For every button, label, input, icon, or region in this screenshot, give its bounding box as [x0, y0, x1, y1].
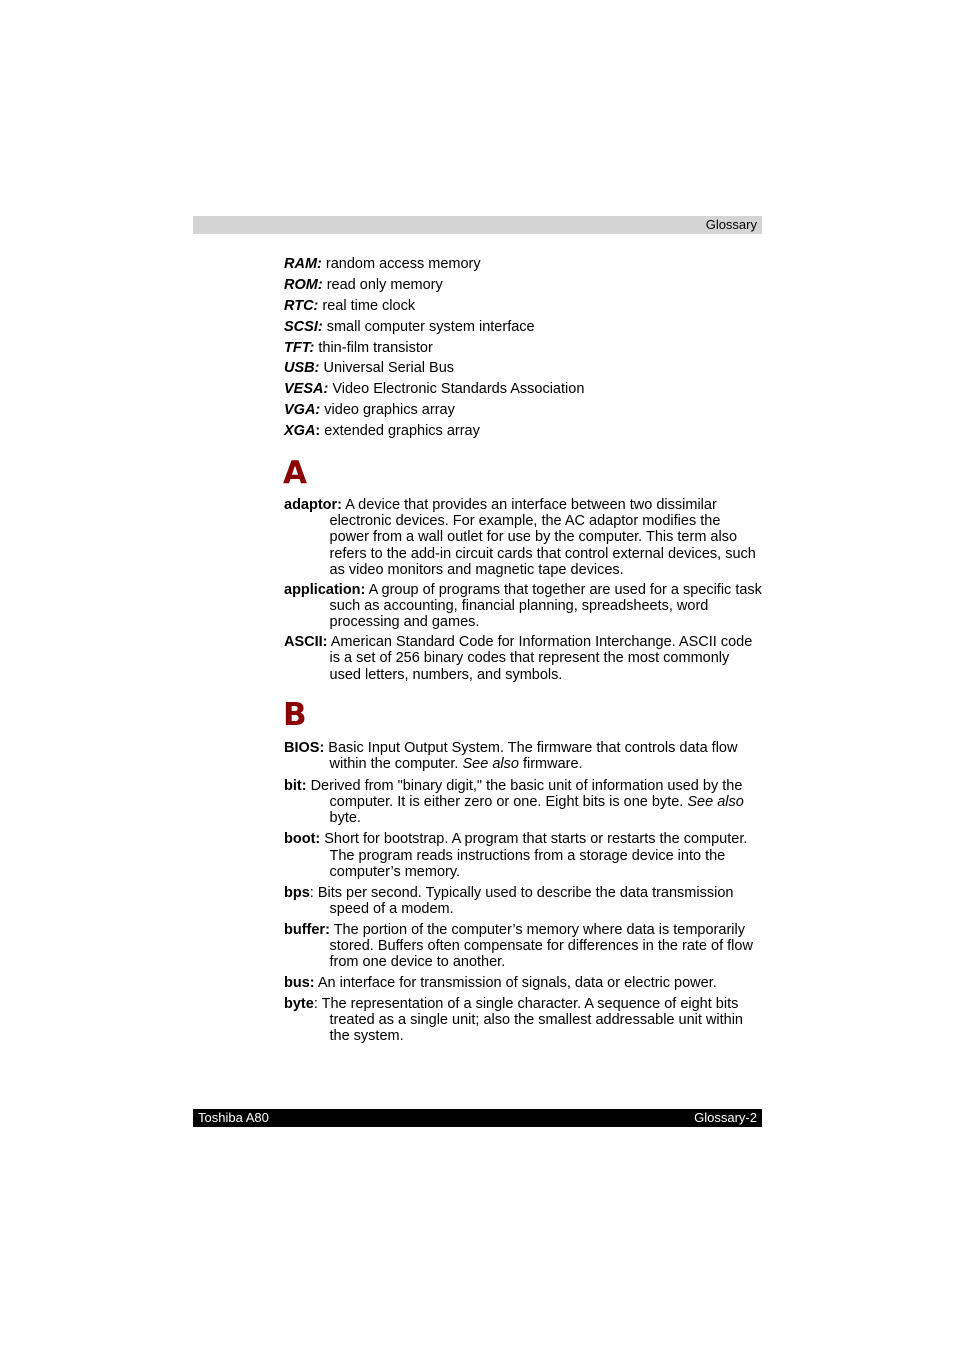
glossary-entry — [284, 497, 762, 578]
abbreviation-term: VESA: — [284, 381, 329, 398]
page-footer — [193, 1109, 762, 1127]
entry-definition: A group of programs that together are used for a specific task such as accounting, financial planning, spreadsheets, word processing and games. — [329, 581, 762, 631]
abbreviation-term-colon: : — [315, 423, 321, 440]
glossary-entry — [284, 582, 762, 631]
glossary-entry — [284, 922, 762, 971]
abbreviation-term: ROM: — [284, 276, 323, 293]
glossary-entry — [284, 778, 762, 827]
entry-definition: An interface for transmission of signals, data or electric power. — [314, 975, 717, 992]
entry-term: bps — [284, 884, 310, 901]
footer-page-number: Glossary-2 — [694, 1110, 757, 1125]
abbreviation-item — [284, 423, 764, 444]
entry-term: BIOS: — [284, 740, 325, 756]
abbreviation-item — [284, 402, 764, 423]
glossary-entry — [284, 634, 762, 683]
entry-term: byte — [284, 995, 314, 1012]
abbreviation-term: TFT: — [284, 339, 315, 356]
entry-term: ASCII: — [284, 634, 328, 651]
entry-definition: A device that provides an interface between two dissimilar electronic devices. For example, the AC adaptor modifies the power from a wall outlet for use by the computer. This term also refers to the add-in circuit cards that control external devices, such as video monitors and magnetic tape devices. — [329, 497, 756, 578]
section-a-entries — [284, 497, 762, 683]
section-b-entries — [284, 740, 762, 1045]
section-letter-b: B — [283, 697, 307, 733]
glossary-entry — [284, 975, 762, 991]
abbreviation-definition: Universal Serial Bus — [319, 360, 455, 377]
entry-see-also-target: firmware. — [518, 756, 583, 773]
abbreviation-term: XGA — [284, 423, 316, 440]
glossary-entry — [284, 996, 762, 1045]
abbreviation-definition: random access memory — [321, 256, 481, 272]
abbreviation-term: USB: — [284, 360, 320, 377]
entry-definition: The portion of the computer’s memory where data is temporarily stored. Buffers often compensate for differences in the rate of flow from one device to another. — [329, 921, 753, 971]
abbreviation-definition: thin-film transistor — [314, 339, 433, 356]
abbreviation-term: SCSI: — [284, 318, 323, 335]
glossary-entry — [284, 885, 762, 917]
entry-definition: Basic Input Output System. The firmware that controls data flow within the computer. — [324, 740, 738, 773]
entry-see-also: See also — [462, 756, 519, 773]
abbreviation-list — [284, 256, 764, 444]
footer-product-name: Toshiba A80 — [198, 1110, 269, 1125]
abbreviation-item — [284, 256, 764, 277]
abbreviation-definition: read only memory — [322, 276, 443, 293]
abbreviation-definition: real time clock — [318, 297, 416, 314]
entry-see-also: See also — [687, 794, 744, 811]
section-letter-a: A — [283, 455, 307, 491]
abbreviation-definition: small computer system interface — [322, 318, 535, 335]
entry-definition: American Standard Code for Information Interchange. ASCII code is a set of 256 binary codes that represent the most commonly used letters, numbers, and symbols. — [327, 634, 753, 683]
glossary-entry — [284, 740, 762, 772]
entry-term: bit: — [284, 777, 307, 794]
entry-term: bus: — [284, 975, 315, 992]
header-title: Glossary — [705, 217, 757, 232]
entry-term: buffer: — [284, 921, 330, 938]
entry-see-also-target: byte. — [329, 810, 361, 827]
abbreviation-item — [284, 360, 764, 381]
entry-definition: : Bits per second. Typically used to describe the data transmission speed of a modem. — [309, 884, 734, 917]
abbreviation-term: RTC: — [284, 297, 319, 314]
abbreviation-item — [284, 381, 764, 402]
abbreviation-definition: Video Electronic Standards Association — [328, 381, 585, 398]
glossary-entry — [284, 831, 762, 880]
entry-term: application: — [284, 581, 366, 598]
entry-definition: : The representation of a single character. A sequence of eight bits treated as a single unit; also the smallest addressable unit within the system. — [313, 995, 743, 1045]
abbreviation-item — [284, 277, 764, 298]
abbreviation-item — [284, 319, 764, 340]
abbreviation-term: RAM: — [284, 256, 322, 272]
abbreviation-definition: video graphics array — [320, 402, 455, 419]
abbreviation-definition: extended graphics array — [320, 423, 480, 440]
entry-definition: Derived from "binary digit," the basic unit of information used by the computer. It is either zero or one. Eight bits is one byte. — [306, 777, 743, 811]
page-header — [193, 216, 762, 234]
abbreviation-term: VGA: — [284, 402, 321, 419]
abbreviation-item — [284, 298, 764, 319]
entry-term: boot: — [284, 831, 321, 848]
entry-definition: Short for bootstrap. A program that starts or restarts the computer. The program reads instructions from a storage device into the computer’s memory. — [320, 831, 748, 880]
entry-term: adaptor: — [284, 497, 342, 513]
abbreviation-item — [284, 340, 764, 361]
